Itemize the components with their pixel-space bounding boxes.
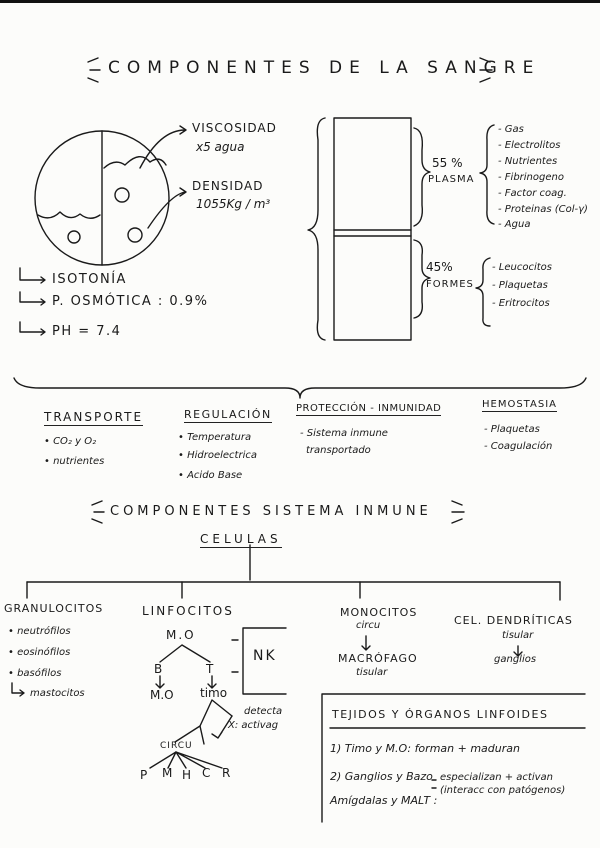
monocitos-circu: circu (356, 620, 381, 631)
formes-percent: 45% (426, 260, 453, 274)
plasma-item: - Factor coag. (498, 188, 567, 199)
tejidos-item-1: 1) Timo y M.O: forman + maduran (330, 742, 520, 755)
plasma-item: - Agua (498, 219, 531, 230)
osmotica-label: P. OSMÓTICA : 0.9% (52, 294, 209, 309)
tejidos-item-2-cont: Amígdalas y MALT : (330, 794, 438, 807)
hemostasia-heading (482, 399, 557, 410)
t-subtype: H (182, 768, 192, 782)
celulas-heading-text: CELULAS (200, 532, 282, 546)
plasma-label: PLASMA (428, 174, 475, 185)
regulacion-item: • Hidroelectrica (178, 450, 257, 461)
hemostasia-item: - Plaquetas (484, 424, 540, 435)
regulacion-item: • Temperatura (178, 432, 252, 443)
formes-label: FORMES (426, 279, 474, 290)
linfocito-b: B (154, 662, 163, 676)
plasma-percent: 55 % (432, 156, 463, 170)
formes-item: - Eritrocitos (492, 298, 550, 309)
plasma-item: - Fibrinogeno (498, 172, 564, 183)
ph-label: PH = 7.4 (52, 324, 122, 339)
plasma-item: - Nutrientes (498, 156, 558, 167)
formes-item: - Leucocitos (492, 262, 552, 273)
transporte-item: • CO₂ y O₂ (44, 436, 97, 447)
t-timo-origin: timo (200, 686, 228, 700)
linfocito-t: T (206, 662, 214, 676)
isotonia-label: ISOTONÍA (52, 272, 127, 287)
t-detecta-note: detecta (244, 706, 283, 717)
top-border (0, 0, 600, 3)
dendriticas-ganglios: ganglios (494, 654, 537, 665)
plasma-item: - Proteinas (Col-γ) (498, 204, 588, 215)
tejidos-item-2: 2) Ganglios y Bazo (330, 770, 433, 783)
viscosidad-value: x5 agua (196, 140, 245, 154)
macrofago-tisular: tisular (356, 667, 388, 678)
granulocito-item: • neutrófilos (8, 626, 71, 637)
proteccion-heading-text: PROTECCIÓN - INMUNIDAD (296, 403, 442, 414)
regulacion-heading-text: REGULACIÓN (184, 408, 272, 421)
b-mo-origin: M.O (150, 688, 174, 702)
proteccion-item: - Sistema inmune (300, 428, 388, 439)
transporte-heading (44, 410, 143, 424)
plasma-item: - Gas (498, 124, 524, 135)
t-subtype: R (222, 766, 231, 780)
proteccion-item: transportado (306, 445, 371, 456)
hemostasia-item: - Coagulación (484, 441, 553, 452)
monocitos-label: MONOCITOS (340, 606, 418, 619)
celulas-heading (200, 532, 282, 546)
plasma-item: - Electrolitos (498, 140, 561, 151)
dendriticas-tisular: tisular (502, 630, 534, 641)
regulacion-item: • Acido Base (178, 470, 243, 481)
dendriticas-label: CEL. DENDRÍTICAS (454, 614, 573, 627)
transporte-heading-text: TRANSPORTE (44, 410, 144, 424)
densidad-value: 1055Kg / m³ (196, 197, 271, 211)
title-immune-system: COMPONENTES SISTEMA INMUNE (110, 504, 432, 519)
hemostasia-heading-text: HEMOSTASIA (482, 399, 557, 410)
nk-label: NK (253, 648, 277, 664)
mastocitos-item: mastocitos (30, 688, 85, 699)
title-components-blood: COMPONENTES DE LA SANGRE (108, 58, 541, 78)
regulacion-heading (184, 408, 272, 421)
linfocitos-label: LINFOCITOS (142, 604, 234, 618)
viscosidad-label: VISCOSIDAD (192, 121, 277, 135)
circu-label: CIRCU (160, 741, 193, 751)
granulocito-item: • eosinófilos (8, 647, 71, 658)
t-subtype: C (202, 766, 211, 780)
granulocitos-label: GRANULOCITOS (4, 602, 104, 615)
macrofago-label: MACRÓFAGO (338, 652, 418, 665)
tejidos-title: TEJIDOS Y ÓRGANOS LINFOIDES (332, 708, 549, 721)
t-subtype: M (162, 766, 173, 780)
proteccion-heading (296, 403, 441, 414)
densidad-label: DENSIDAD (192, 179, 264, 193)
t-activa-note: X: activag (228, 720, 279, 731)
linfocitos-mo: M.O (166, 628, 196, 642)
granulocito-item: • basófilos (8, 668, 62, 679)
formes-item: - Plaquetas (492, 280, 548, 291)
transporte-item: • nutrientes (44, 456, 105, 467)
tejidos-item-2-detail: especializan + activan (interacc con patógenos) (440, 772, 566, 796)
t-subtype: P (140, 768, 148, 782)
